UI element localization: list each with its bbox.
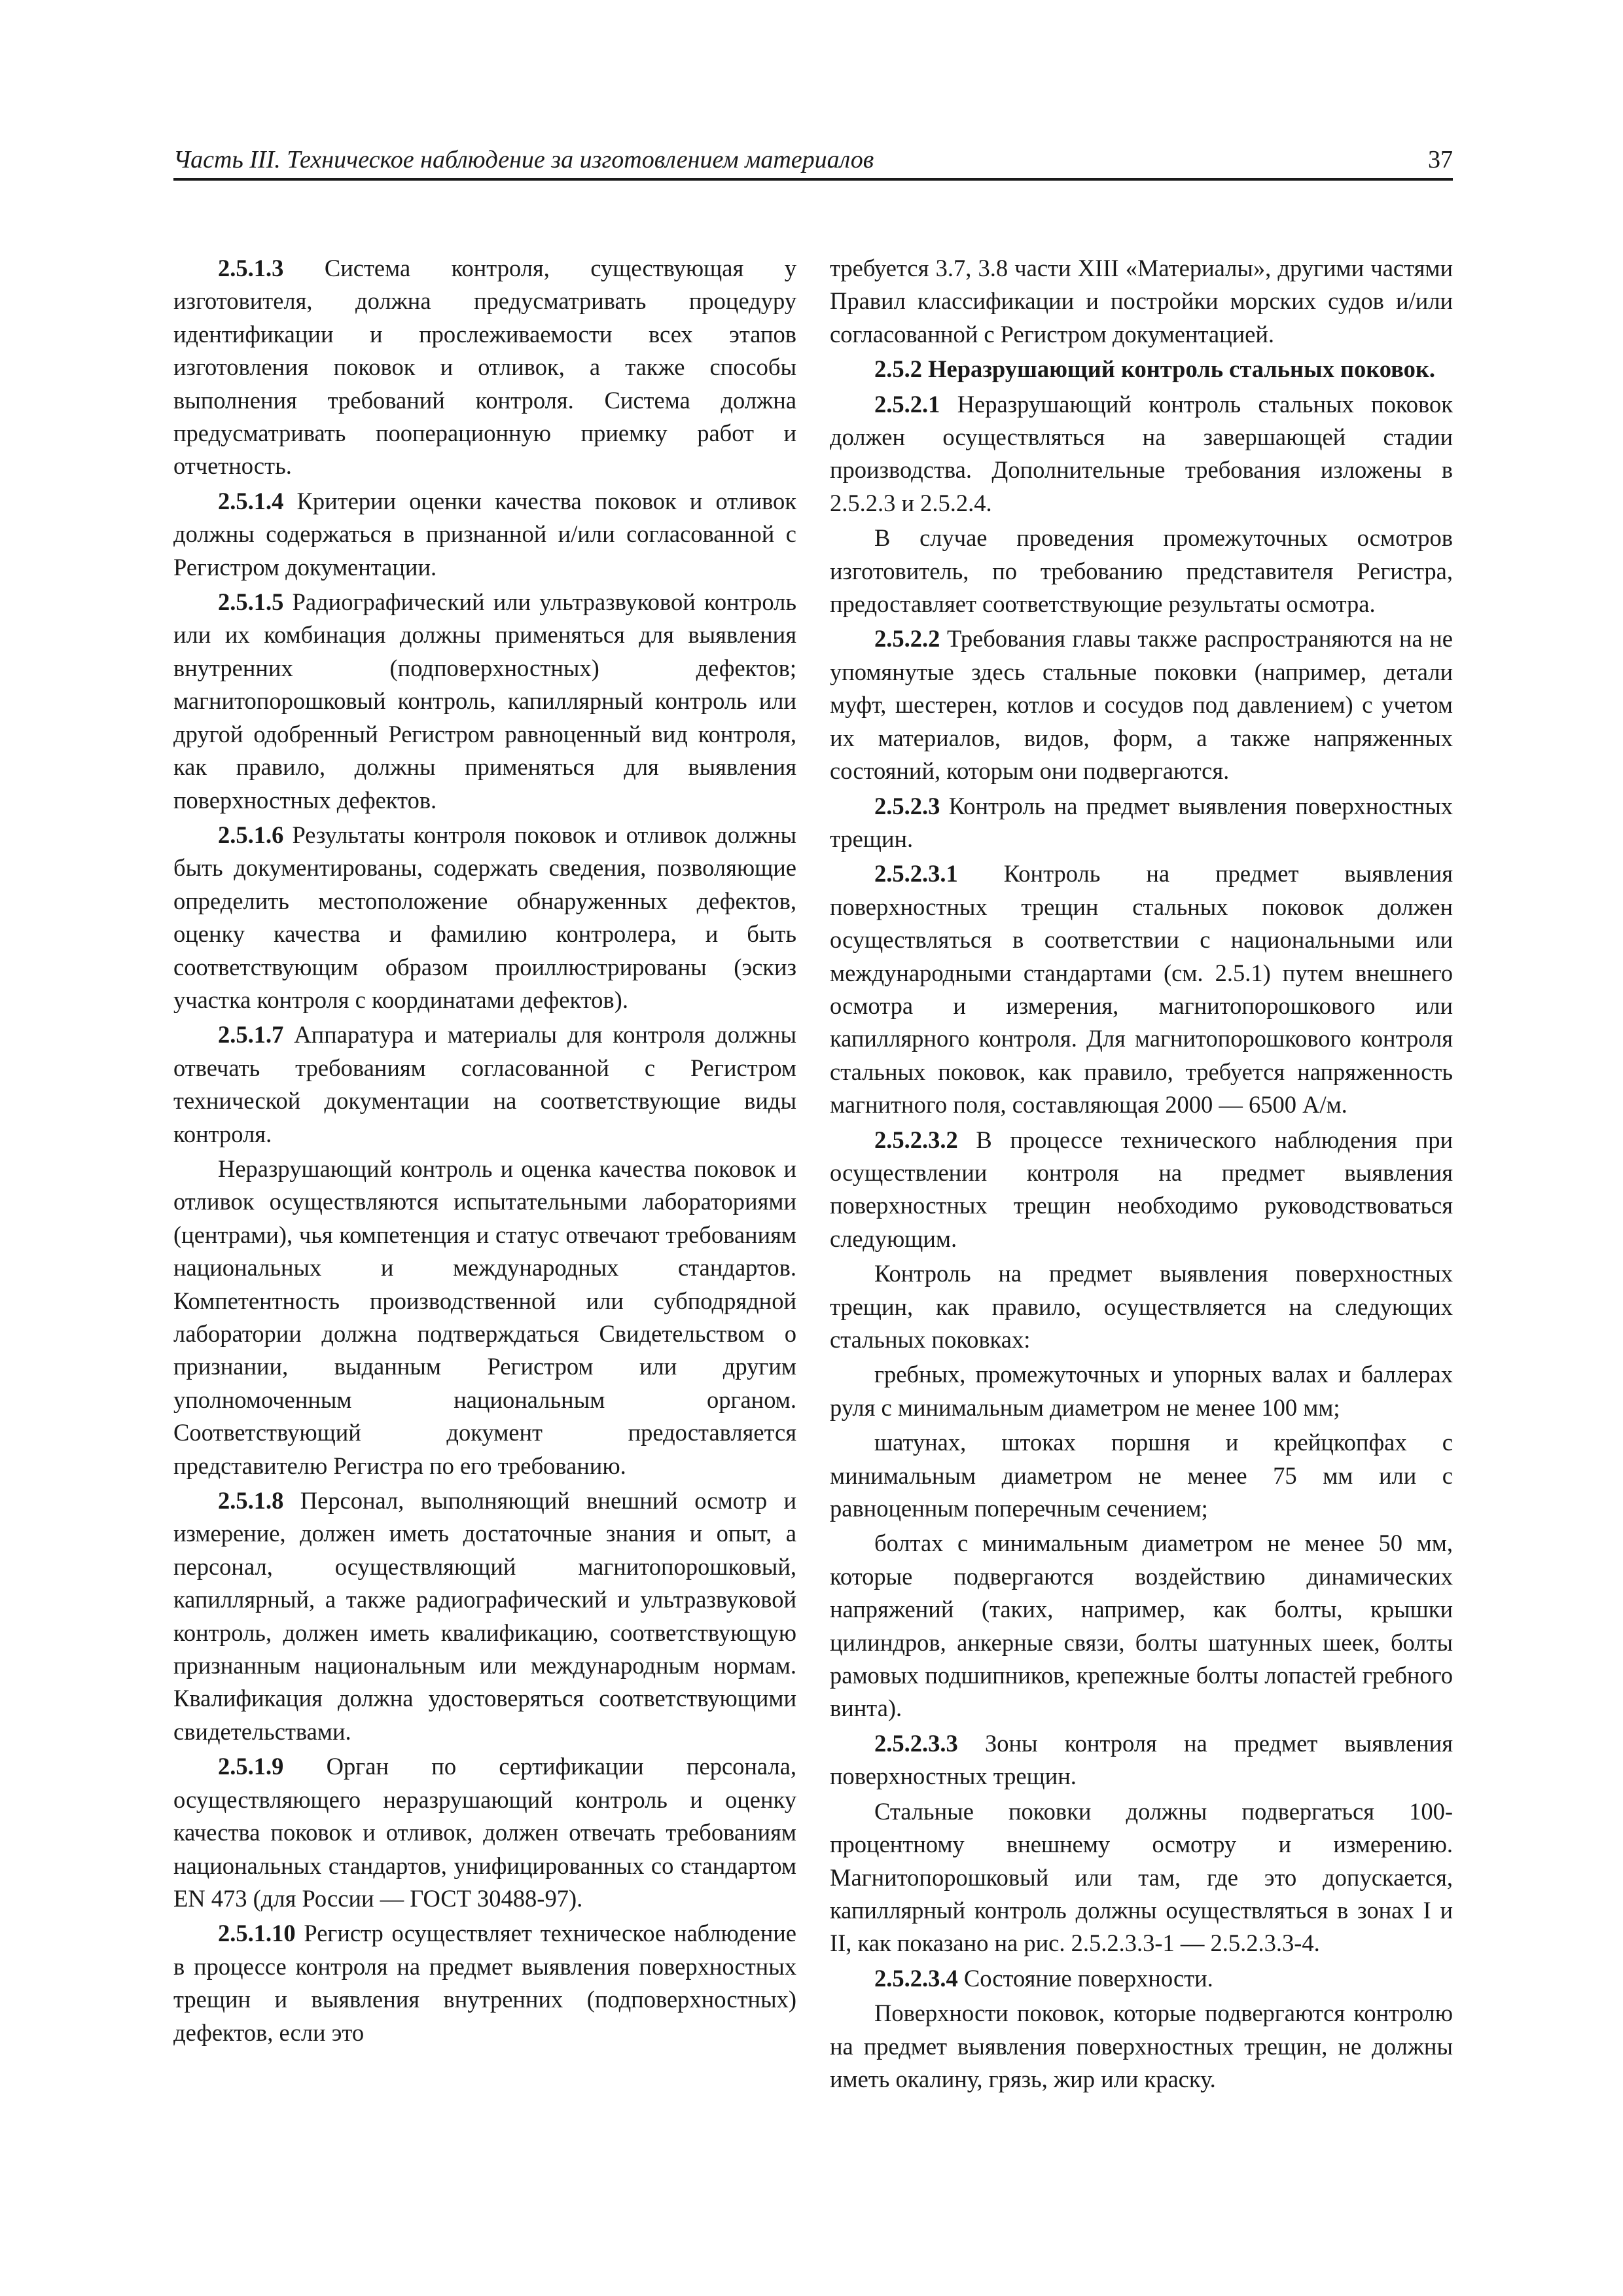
paragraph <box>173 819 796 1016</box>
paragraph <box>830 1962 1453 1995</box>
paragraph-text: В процессе технического наблюдения при осуществлении контроля на предмет выявления поверхностных трещин необходимо руководствоваться следующим. <box>830 1126 1453 1252</box>
paragraph-text: Критерии оценки качества поковок и отливок должны содержаться в признанной и/или согласованной с Регистром документации. <box>173 487 796 581</box>
paragraph-text: Контроль на предмет выявления поверхностных трещин стальных поковок должен осуществляться в соответствии с национальными или международными стандартами (см. 2.5.1) путем внешнего осмотра и измерения, магнитопорошкового или капиллярного контроля. Для магнитопорошкового контроля стальных поковок, как правило, требуется напряженность магнитного поля, составляющая 2000 — 6500 А/м. <box>830 860 1453 1119</box>
paragraph <box>830 522 1453 620</box>
paragraph-text: Персонал, выполняющий внешний осмотр и измерение, должен иметь достаточные знания и опыт, а персонал, осуществляющий магнитопорошковый, капиллярный, а также радиографический и ультразвуковой контроль, должен иметь квалификацию, соответствующую признанным национальным или международным нормам. Квалификация должна удостоверяться соответствующими свидетельствами. <box>173 1487 796 1745</box>
list-item <box>830 1358 1453 1424</box>
paragraph <box>173 485 796 584</box>
page-header <box>173 139 1453 181</box>
paragraph-text: требуется 3.7, 3.8 части XIII «Материалы», другими частями Правил классификации и постройки морских судов и/или согласованной с Регистром документацией. <box>830 255 1453 348</box>
paragraph <box>173 1484 796 1748</box>
clause-number: 2.5.2.3.4 <box>874 1964 958 1992</box>
paragraph-text: Требования главы также распространяются на не упомянутые здесь стальные поковки (например, детали муфт, шестерен, котлов и сосудов под давлением) с учетом их материалов, видов, форм, а также напряженных состояний, которым они подвергаются. <box>830 625 1453 785</box>
section-heading <box>830 353 1453 386</box>
paragraph <box>830 1997 1453 2096</box>
paragraph-text: В случае проведения промежуточных осмотров изготовитель, по требованию представителя Регистра, предоставляет соответствующие результаты осмотра. <box>830 524 1453 618</box>
paragraph <box>830 1727 1453 1793</box>
clause-number: 2.5.2.3 <box>874 792 940 819</box>
paragraph-text: болтах с минимальным диаметром не менее 50 мм, которые подвергаются воздействию динамических напряжений (таких, например, как болты, крышки цилиндров, анкерные связи, болты шатунных шеек, болты рамовых подшипников, крепежные болты лопастей гребного винта). <box>830 1530 1453 1722</box>
paragraph <box>173 1018 796 1151</box>
paragraph-text: Неразрушающий контроль и оценка качества поковок и отливок осуществляются испытательными лабораториями (центрами), чья компетенция и статус отвечают требованиям национальных и международных стандартов. Компетентность производственной или субподрядной лаборатории должна подтверждаться Свидетельством о признании, выданным Регистром или другим уполномоченным национальным органом. Соответствующий документ предоставляется представителю Регистра по его требованию. <box>173 1155 796 1479</box>
running-title: Часть III. Техническое наблюдение за изготовлением материалов <box>173 146 874 173</box>
paragraph <box>830 622 1453 787</box>
paragraph-text: гребных, промежуточных и упорных валах и баллерах руля с минимальным диаметром не менее 100 мм; <box>830 1361 1453 1421</box>
paragraph-text: Контроль на предмет выявления поверхностных трещин. <box>830 792 1453 852</box>
clause-number: 2.5.2.3.2 <box>874 1126 958 1153</box>
list-item <box>830 1426 1453 1525</box>
clause-number: 2.5.1.4 <box>218 487 284 514</box>
clause-number: 2.5.1.10 <box>218 1920 296 1947</box>
paragraph-text: Состояние поверхности. <box>957 1964 1213 1992</box>
paragraph <box>830 1124 1453 1256</box>
clause-number: 2.5.1.3 <box>218 255 284 281</box>
clause-number: 2.5.1.9 <box>218 1753 284 1780</box>
clause-number: 2.5.2.3.1 <box>874 860 958 888</box>
clause-number: 2.5.1.5 <box>218 588 284 616</box>
paragraph-text: Зоны контроля на предмет выявления поверхностных трещин. <box>830 1729 1453 1790</box>
paragraph <box>830 1795 1453 1960</box>
paragraph-text: Орган по сертификации персонала, осуществляющего неразрушающий контроль и оценку качества поковок и отливок, должен отвечать требованиям национальных стандартов, унифицированных со стандартом EN 473 (для России — ГОСТ 30488-97). <box>173 1753 796 1912</box>
paragraph-text: Аппаратура и материалы для контроля должны отвечать требованиям согласованной с Регистром технической документации на соответствующие виды контроля. <box>173 1021 796 1147</box>
paragraph <box>830 1257 1453 1356</box>
right-column <box>830 252 1453 2098</box>
paragraph <box>173 1750 796 1915</box>
paragraph-text: Радиографический или ультразвуковой контроль или их комбинация должны применяться для выявления внутренних (подповерхностных) дефектов; магнитопорошковый контроль, капиллярный контроль или другой одобренный Регистром равноценный вид контроля, как правило, должны применяться для выявления поверхностных дефектов. <box>173 588 796 814</box>
clause-number: 2.5.2.1 <box>874 390 940 418</box>
clause-number: 2.5.2.3.3 <box>874 1729 958 1757</box>
paragraph <box>173 1917 796 2049</box>
paragraph <box>830 790 1453 856</box>
paragraph <box>173 1153 796 1482</box>
paragraph-text: Поверхности поковок, которые подвергаются контролю на предмет выявления поверхностных трещин, не должны иметь окалину, грязь, жир или краску. <box>830 2000 1453 2092</box>
clause-number: 2.5.1.7 <box>218 1021 284 1049</box>
paragraph-text: Контроль на предмет выявления поверхностных трещин, как правило, осуществляется на следующих стальных поковках: <box>830 1260 1453 1353</box>
left-column <box>173 252 796 2051</box>
paragraph <box>173 252 796 483</box>
list-item <box>830 1527 1453 1725</box>
page-number: 37 <box>1428 146 1453 173</box>
paragraph <box>173 586 796 817</box>
paragraph <box>830 388 1453 520</box>
section-heading-text: 2.5.2 Неразрушающий контроль стальных поковок. <box>874 355 1436 383</box>
clause-number: 2.5.1.8 <box>218 1487 284 1515</box>
clause-number: 2.5.1.6 <box>218 821 284 848</box>
paragraph <box>830 252 1453 351</box>
paragraph-text: шатунах, штоках поршня и крейцкопфах с минимальным диаметром не менее 75 мм или с равноценным поперечным сечением; <box>830 1429 1453 1522</box>
clause-number: 2.5.2.2 <box>874 625 940 653</box>
paragraph-text: Неразрушающий контроль стальных поковок должен осуществляться на завершающей стадии производства. Дополнительные требования изложены в 2.5.2.3 и 2.5.2.4. <box>830 390 1453 516</box>
paragraph-text: Стальные поковки должны подвергаться 100-процентному внешнему осмотру и измерению. Магнитопорошковый или там, где это допускается, капиллярный контроль должны осуществляться в зонах I и II, как показано на рис. 2.5.2.3.3-1 — 2.5.2.3.3-4. <box>830 1797 1453 1957</box>
paragraph-text: Результаты контроля поковок и отливок должны быть документированы, содержать сведения, позволяющие определить местоположение обнаруженных дефектов, оценку качества и фамилию контролера, и быть соответствующим образом проиллюстрированы (эскиз участка контроля с координатами дефектов). <box>173 821 796 1013</box>
paragraph-text: Регистр осуществляет техническое наблюдение в процессе контроля на предмет выявления поверхностных трещин и выявления внутренних (подповерхностных) дефектов, если это <box>173 1920 796 2046</box>
paragraph-text: Система контроля, существующая у изготовителя, должна предусматривать процедуру идентификации и прослеживаемости всех этапов изготовления поковок и отливок, а также способы выполнения требований контроля. Система должна предусматривать пооперационную приемку работ и отчетность. <box>173 255 796 480</box>
paragraph <box>830 857 1453 1121</box>
